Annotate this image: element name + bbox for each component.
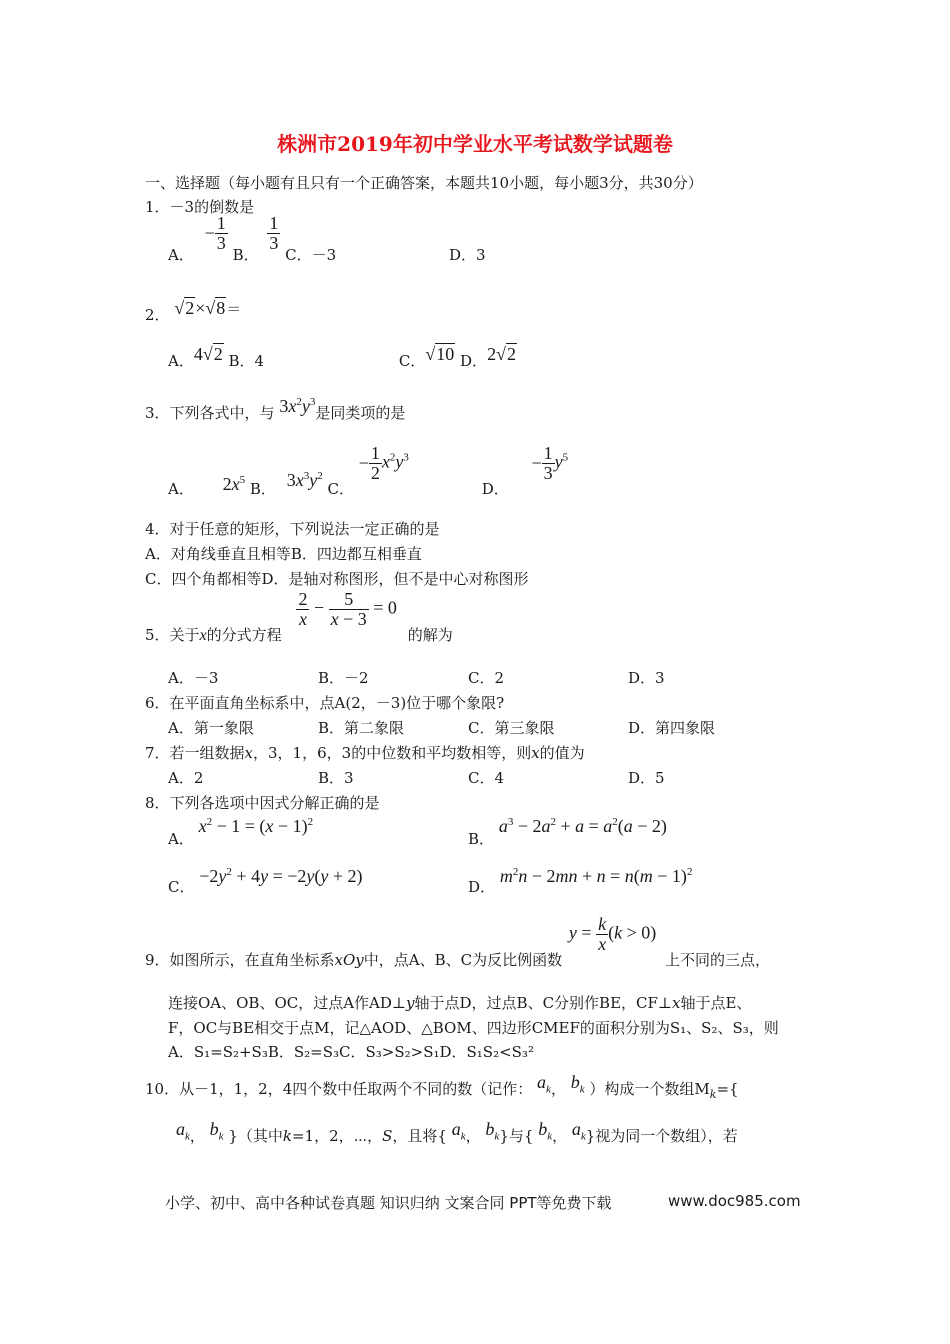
option-a-label: A． bbox=[168, 245, 194, 264]
question-9: 9．如图所示，在直角坐标系xOy中，点A、B、C为反比例函数 y = $\frac{k}{x}$ (k > 0) 上不同的三点， bbox=[145, 914, 771, 969]
question-9-line-2: 连接OA、OB、OC，过点A作AD⊥y轴于点D，过点B、C分别作BE，CF⊥x轴于点E、 bbox=[168, 994, 752, 1012]
section-heading: 一、选择题（每小题有且只有一个正确答案，本题共10小题，每小题3分，共30分） bbox=[145, 174, 703, 192]
question-6: 6．在平面直角坐标系中，点A(2，－3)位于哪个象限? bbox=[145, 694, 505, 712]
page-title: 株洲市2019年初中学业水平考试数学试题卷 bbox=[277, 132, 673, 156]
question-6-options: A．第一象限 B．第二象限 C．第三象限 D．第四象限 bbox=[168, 719, 716, 737]
question-4: 4．对于任意的矩形，下列说法一定正确的是 bbox=[145, 520, 440, 538]
question-2: 2． √2×√8＝ bbox=[145, 298, 242, 324]
question-5: 5．关于x的分式方程 $\frac{2}{x}$ − $\frac{5}{x - 3}$ = 0 的解为 bbox=[145, 589, 453, 644]
question-7-options: A．2 B．3 C．4 D．5 bbox=[168, 769, 665, 787]
question-4-line-2: C．四个角都相等D．是轴对称图形，但不是中心对称图形 bbox=[145, 570, 529, 588]
option-a-math: − $\frac{1}{3}$ bbox=[204, 213, 226, 253]
question-8-option-c: C． $-2y^2 + 4y = -2y(y + 2)$ bbox=[168, 866, 363, 896]
question-10-line-2: $a_k$， $b_k$ }（其中k=1，2，⋯，S，且将{ $a_k$， $b_k$}与{ $b_k$， $a_k$}视为同一个数组），若 bbox=[176, 1119, 738, 1145]
question-4-line-1: A．对角线垂直且相等B．四边都互相垂直 bbox=[145, 545, 422, 563]
option-c-label: C．－3 bbox=[285, 245, 337, 264]
question-3: 3．下列各式中，与 $3x^2y^3$是同类项的是 bbox=[145, 396, 406, 422]
question-1-options bbox=[168, 214, 486, 265]
question-9-options: A．S₁=S₂+S₃B．S₂=S₃C．S₃>S₂>S₁D．S₁S₂<S₃² bbox=[168, 1043, 534, 1061]
footer-text: 小学、初中、高中各种试卷真题 知识归纳 文案合同 PPT等免费下载 bbox=[165, 1194, 612, 1212]
question-8-option-a: A． $x^2 - 1 = (x - 1)^2$ bbox=[168, 816, 314, 848]
option-b-label: B． bbox=[232, 245, 259, 264]
question-8-option-b: B． $a^3 - 2a^2 + a = a^2(a - 2)$ bbox=[468, 816, 667, 848]
question-5-options: A．－3 B．－2 C．2 D．3 bbox=[168, 669, 665, 687]
question-10: 10．从－1，1，2，4四个数中任取两个不同的数（记作： $a_k$， $b_k$ ）构成一个数组$M_k=${ bbox=[145, 1072, 739, 1101]
question-2-options: A．4√2 B．4 C．√10 D．2√2 bbox=[168, 344, 516, 370]
question-8: 8．下列各选项中因式分解正确的是 bbox=[145, 794, 380, 812]
option-d-label: D．3 bbox=[448, 245, 486, 264]
question-9-line-3: F，OC与BE相交于点M，记△AOD、△BOM、四边形CMEF的面积分别为S₁、S₂、S₃，则 bbox=[168, 1019, 779, 1037]
question-7: 7．若一组数据x，3，1，6，3的中位数和平均数相等，则x的值为 bbox=[145, 744, 585, 762]
question-1: 1．－3的倒数是 bbox=[145, 198, 255, 216]
footer-url[interactable]: www.doc985.com bbox=[668, 1192, 801, 1210]
option-b-math: $\frac{1}{3}$ bbox=[269, 213, 279, 254]
question-3-options: A． $2x^5$ B． $3x^3y^2$ C． − $\frac{1}{2}$ $x^2y^3$ D． − $\frac{1}{3}$ $y^5$ bbox=[168, 443, 569, 498]
question-8-option-d: D． $m^2n - 2mn + n = n(m - 1)^2$ bbox=[468, 866, 693, 896]
